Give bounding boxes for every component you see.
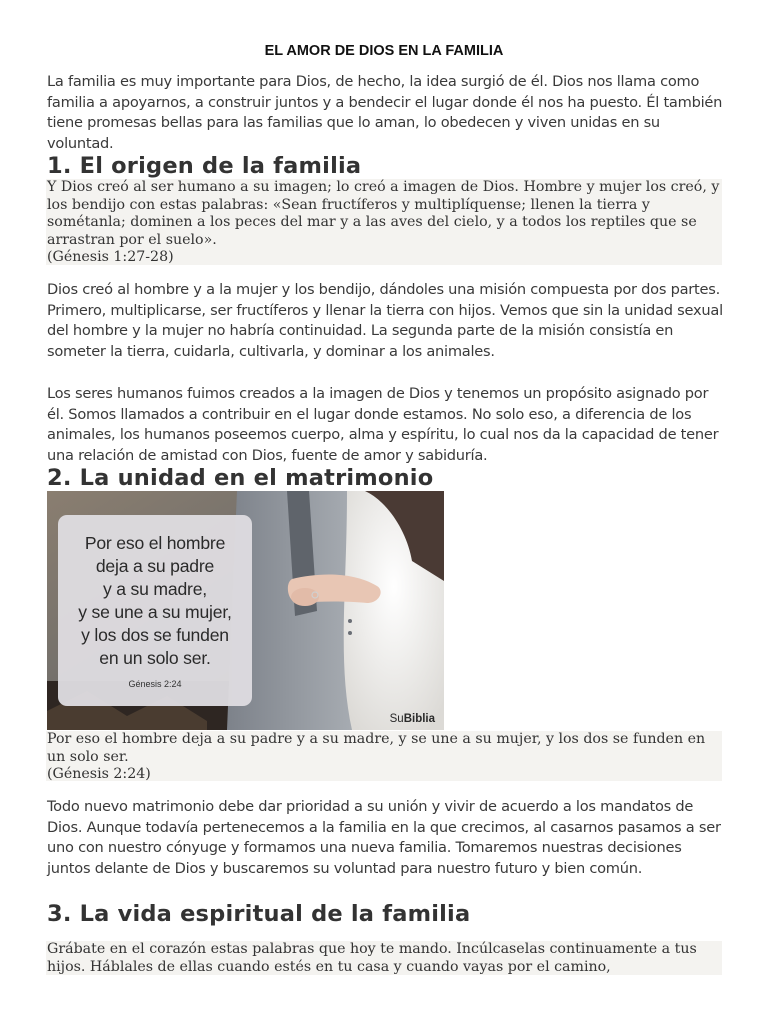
verse-card-reference: Génesis 2:24 <box>128 679 182 689</box>
section-1-paragraph-2: Los seres humanos fuimos creados a la imagen de Dios y tenemos un propósito asignado por él. Somos llamados a contribuir en el lugar donde estamos. No solo eso, a diferencia de los animales, los humanos poseemos cuerpo, alma y espíritu, lo cual nos da la capacidad de tener una relación de amistad con Dios, fuente de amor y sabiduría. <box>47 385 719 464</box>
section-1-paragraph-1: Dios creó al hombre y a la mujer y los bendijo, dándoles una misión compuesta por dos partes. Primero, multiplicarse, ser fructíferos y llenar la tierra con hijos. Vemos que sin la unidad sexual del hombre y la mujer no habría continuidad. La segunda parte de la misión consistía en someter la tierra, cuidarla, cultivarla, y dominar a los animales. <box>47 281 723 360</box>
section-2-heading: 2. La unidad en el matrimonio <box>47 465 434 491</box>
intro-paragraph: La familia es muy importante para Dios, de hecho, la idea surgió de él. Dios nos llama como familia a apoyarnos, a construir juntos y a bendecir el lugar donde él nos ha puesto. Él también tiene promesas bellas para las familias que lo aman, lo obedecen y viven unidas en su voluntad. <box>47 73 723 152</box>
section-3-quote <box>46 941 722 975</box>
section-2-quote <box>46 731 722 781</box>
section-1-heading: 1. El origen de la familia <box>47 153 362 179</box>
quote-text: Por eso el hombre deja a su padre y a su madre, y se une a su mujer, y los dos se funden en un solo ser. <box>47 731 706 765</box>
section-2-paragraph-1: Todo nuevo matrimonio debe dar prioridad a su unión y vivir de acuerdo a los mandatos de Dios. Aunque todavía pertenecemos a la familia en la que crecimos, al casarnos pasamos a ser uno con nuestro cónyuge y formamos una nueva familia. Tomaremos nuestras decisiones juntos delante de Dios y buscaremos su voluntad para nuestro futuro y bien común. <box>47 798 721 877</box>
logo-prefix: Su <box>389 713 404 725</box>
document-title: EL AMOR DE DIOS EN LA FAMILIA <box>264 43 504 59</box>
quote-reference: (Génesis 1:27-28) <box>47 249 174 266</box>
subiblia-logo <box>390 713 435 725</box>
logo-brand: Biblia <box>403 713 435 725</box>
wedding-verse-image <box>47 491 444 730</box>
verse-card-text: Por eso el hombre deja a su padre y a su madre, y se une a su mujer, y los dos se funden en un solo ser. <box>78 533 232 668</box>
section-3-heading: 3. La vida espiritual de la familia <box>47 901 471 927</box>
section-1-quote <box>46 179 722 265</box>
quote-text: Grábate en el corazón estas palabras que hoy te mando. Incúlcaselas continuamente a tus hijos. Háblales de ellas cuando estés en tu casa y cuando vayas por el camino, <box>47 941 697 975</box>
verse-card <box>58 515 252 706</box>
quote-text: Y Dios creó al ser humano a su imagen; lo creó a imagen de Dios. Hombre y mujer los creó, y los bendijo con estas palabras: «Sean fructíferos y multiplíquense; llenen la tierra y sométanla; dominen a los peces del mar y a las aves del cielo, y a todos los reptiles que se arrastran por el suelo». <box>47 179 720 248</box>
quote-reference: (Génesis 2:24) <box>47 766 151 783</box>
